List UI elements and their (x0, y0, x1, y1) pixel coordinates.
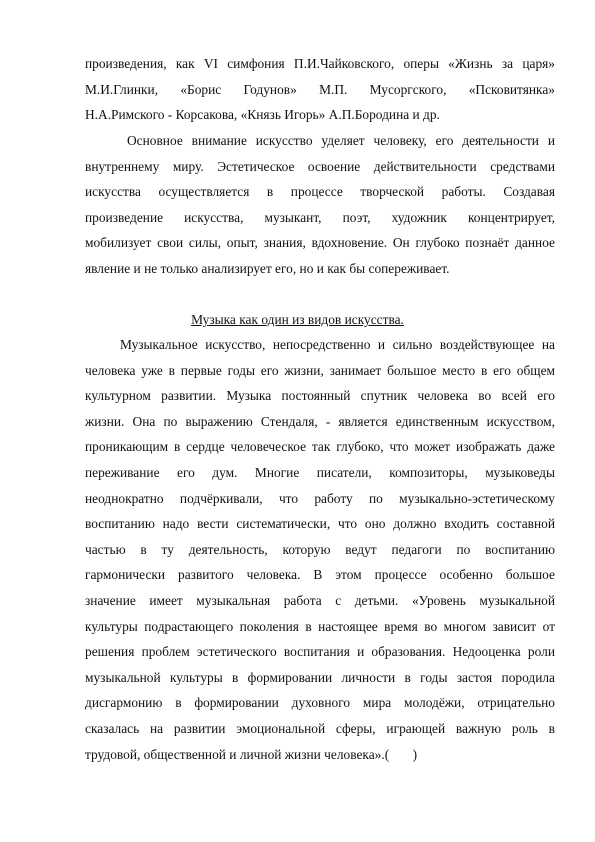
text-line: внутреннему миру. Эстетическое освоение действительности средствами (85, 158, 555, 174)
paragraph-opera-list (85, 51, 555, 128)
text-line: произведения, как VI симфония П.И.Чайковского, оперы «Жизнь за царя» (85, 56, 555, 71)
text-line: Н.А.Римского - Корсакова, «Князь Игорь» А.П.Бородина и др. (85, 107, 440, 123)
text-line: жизни. Она по выражению Стендаля, - является единственным искусством, (85, 413, 555, 429)
text-line: произведение искусства, музыкант, поэт, художник концентрирует, (85, 209, 555, 225)
section-heading-text: Музыка как один из видов искусства. (191, 312, 404, 327)
text-line: переживание его дум. Многие писатели, композиторы, музыковеды (85, 464, 555, 480)
text-line: гармонически развитого человека. В этом процессе особенно большое (85, 567, 555, 583)
section-heading (0, 312, 595, 328)
text-line: сказалась на развитии эмоциональной сферы, играющей важную роль в (85, 720, 555, 736)
text-line: решения проблем эстетического воспитания и образования. Недооценка роли (85, 644, 555, 660)
paragraph-art-focus (85, 128, 555, 282)
text-line: проникающим в сердце человеческое так глубоко, что может изображать даже (85, 439, 555, 455)
text-line: неоднократно подчёркивали, что работу по музыкально-эстетическому (85, 490, 555, 506)
text-line: воспитанию надо вести систематически, что оно должно входить составной (85, 516, 555, 532)
text-line: Музыкальное искусство, непосредственно и сильно воздействующее на (120, 337, 555, 352)
text-line: культурном развитии. Музыка постоянный спутник человека во всей его (85, 388, 555, 404)
text-line: дисгармонию в формировании духовного мира молодёжи, отрицательно (85, 695, 555, 711)
text-line: человека уже в первые годы его жизни, занимает большое место в его общем (85, 362, 555, 378)
text-line: частью в ту деятельность, которую ведут педагоги по воспитанию (85, 541, 555, 557)
text-line: музыкальной культуры в формировании личности в годы застоя породила (85, 669, 555, 685)
text-line: культуры подрастающего поколения в настоящее время во многом зависит от (85, 618, 555, 634)
text-line: явление и не только анализирует его, но и как бы сопереживает. (85, 260, 450, 276)
text-line: искусства осуществляется в процессе творческой работы. Создавая (85, 184, 555, 200)
paragraph-music-art (85, 332, 555, 767)
text-line: трудовой, общественной и личной жизни человека».( ) (85, 746, 418, 762)
text-line: мобилизует свои силы, опыт, знания, вдохновение. Он глубоко познаёт данное (85, 235, 555, 251)
text-line: Основное внимание искусство уделяет человеку, его деятельности и (127, 133, 555, 148)
text-line: значение имеет музыкальная работа с детьми. «Уровень музыкальной (85, 592, 555, 608)
text-line: М.И.Глинки, «Борис Годунов» М.П. Мусоргского, «Псковитянка» (85, 81, 555, 97)
